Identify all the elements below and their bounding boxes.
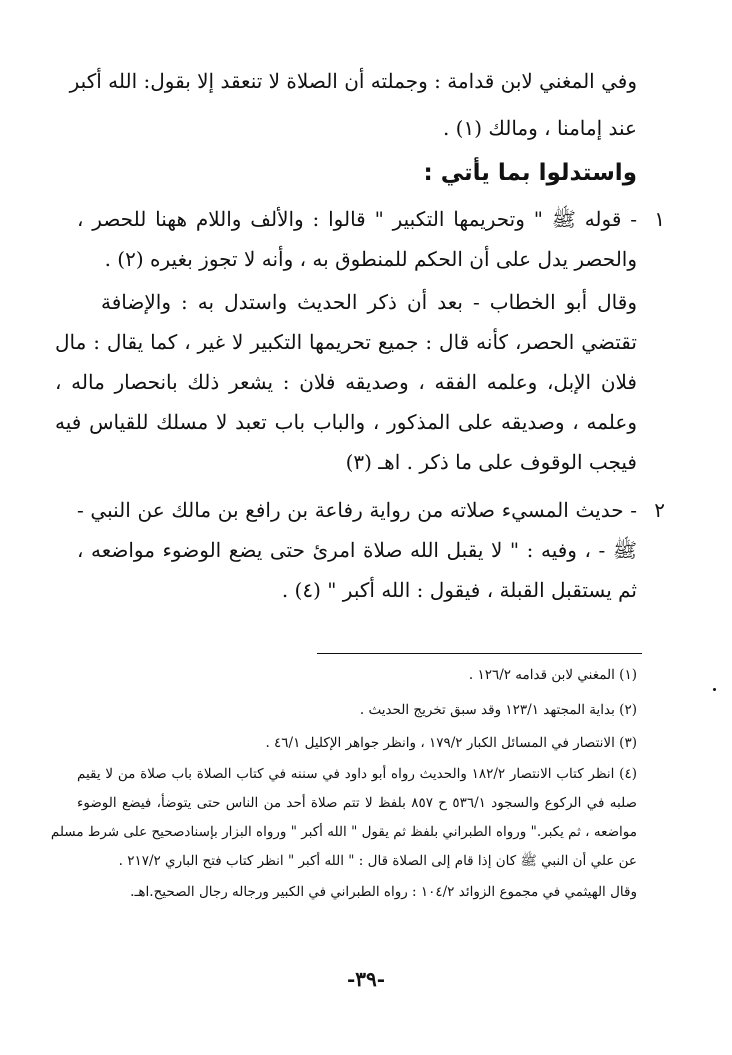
paragraph-line-4: وعلمه ، وصديقه على المذكور ، والباب باب تعبد لا مسلك للقياس فيه [55,410,637,434]
paragraph-line-3: فلان الإبل، وعلمه الفقه ، وصديقه فلان : يشعر ذلك بانحصار ماله ، [55,370,637,394]
item-number-2: ٢ [654,498,665,522]
item2-line-2: ﷺ - ، وفيه : " لا يقبل الله صلاة امرئ حتى يضع الوضوء مواضعه ، [77,538,637,562]
body-line-2: عند إمامنا ، ومالك (١) . [442,116,637,140]
footnote-4-line-1: (٤) انظر كتاب الانتصار ١٨٢/٢ والحديث رواه أبو داود في سننه في كتاب الصلاة باب صلاة من لا يقيم [77,766,637,782]
footnote-4-line-4: عن علي أن النبي ﷺ كان إذا قام إلى الصلاة قال : " الله أكبر " انظر كتاب فتح الباري ٢١٧/٢ . [118,853,637,869]
item-number-1: ١ [654,207,665,231]
item2-line-3: ثم يستقبل القبلة ، فيقول : الله أكبر " (٤) . [281,578,637,602]
footnote-divider [317,653,642,654]
paragraph-line-2: تقتضي الحصر، كأنه قال : جميع تحريمها التكبير لا غير ، كما يقال : مال [55,330,637,354]
item1-line-2: والحصر يدل على أن الحكم للمنطوق به ، وأنه لا تجوز بغيره (٢) . [104,247,637,271]
item2-line-1: - حديث المسيء صلاته من رواية رفاعة بن رافع بن مالك عن النبي - [77,498,637,522]
paragraph-line-1: وقال أبو الخطاب - بعد أن ذكر الحديث واستدل به : والإضافة [101,290,637,314]
page-number: -٣٩- [346,967,386,991]
footnote-4-line-5: وقال الهيثمي في مجموع الزوائد ١٠٤/٢ : رواه الطبراني في الكبير ورجاله رجال الصحيح.اهـ. [130,884,637,900]
section-heading: واستدلوا بما يأتي : [423,160,637,186]
item1-line-1: - قوله ﷺ " وتحريمها التكبير " قالوا : والألف واللام ههنا للحصر ، [77,207,637,231]
footnote-4-line-2: صلبه في الركوع والسجود ٥٣٦/١ ح ٨٥٧ بلفظ لا تتم صلاة أحد من الناس حتى يتوضأ، فيضع الوضوء [77,795,638,811]
footnote-4-line-3: مواضعه ، ثم يكبر." ورواه الطبراني بلفظ ثم يقول " الله أكبر " ورواه البزار بإسنادصحيح على شرط مسلم [50,824,637,840]
footnote-3: (٣) الانتصار في المسائل الكبار ١٧٩/٢ ، وانظر جواهر الإكليل ٤٦/١ . [265,735,637,751]
body-line-1: وفي المغني لابن قدامة : وجملته أن الصلاة لا تنعقد إلا بقول: الله أكبر [69,69,637,93]
paragraph-line-5: فيجب الوقوف على ما ذكر . اهـ (٣) [345,450,637,474]
footnote-1: (١) المغني لابن قدامه ١٢٦/٢ . [468,667,637,683]
footnote-2: (٢) بداية المجتهد ١٢٣/١ وقد سبق تخريج الحديث . [359,702,637,718]
margin-dot [713,688,716,691]
